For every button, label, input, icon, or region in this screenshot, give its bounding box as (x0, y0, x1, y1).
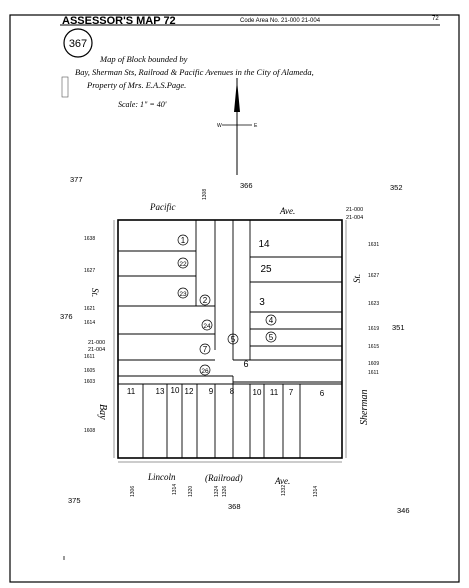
street-bottom-2: (Railroad) (205, 473, 243, 483)
parcel-bottom-8: 11 (269, 388, 279, 397)
description-line-1: Map of Block bounded by (100, 54, 188, 64)
address-numbers-bottom (130, 484, 319, 497)
parcel-right-6: 6 (243, 359, 249, 369)
address-left-5: 1611 (84, 354, 95, 360)
address-right-6: 1609 (368, 361, 380, 367)
address-right-7: 1611 (368, 370, 379, 376)
parcel-left-3: 23 (179, 291, 187, 298)
street-bottom-1: Lincoln (148, 472, 176, 482)
block-number-left-mid: 376 (60, 312, 73, 321)
parcel-numbers-bottom (127, 386, 325, 398)
address-numbers-right (368, 242, 379, 376)
address-right-1: 1631 (368, 242, 380, 248)
street-right-2: St. (352, 273, 362, 283)
address-right-5: 1615 (368, 344, 380, 350)
parcel-bottom-10: 6 (319, 389, 325, 398)
parcel-bottom-7: 10 (252, 388, 262, 397)
address-top-1: 1308 (202, 188, 208, 200)
address-right-2: 1627 (368, 273, 380, 279)
address-left-4: 1614 (84, 320, 96, 326)
address-numbers-left (84, 236, 95, 434)
address-right-3: 1623 (368, 301, 380, 307)
address-bottom-6: 1332 (281, 484, 287, 496)
code-area-mid-left-1: 21-000 (88, 340, 106, 346)
address-left-3: 1621 (84, 306, 96, 312)
parcel-numbers-right (243, 239, 276, 369)
address-bottom-1: 1306 (130, 485, 136, 497)
block-number-top-right: 352 (390, 183, 403, 192)
code-area-top-right-1: 21-000 (346, 207, 364, 213)
parcel-right-3: 3 (259, 297, 265, 308)
parcel-left-1: 1 (180, 236, 186, 245)
parcel-bottom-5: 9 (208, 387, 214, 396)
code-area-top-right-2: 21-004 (346, 215, 364, 221)
parcel-right-4: 4 (268, 316, 274, 325)
address-left-6: 1605 (84, 368, 96, 374)
parcel-bottom-2: 10 (170, 386, 180, 395)
parcel-right-2: 25 (260, 264, 272, 275)
map-title: ASSESSOR'S MAP 72 (62, 15, 176, 27)
description-line-2: Bay, Sherman Sts, Railroad & Pacific Avenues in the City of Alameda, (75, 67, 314, 77)
block-number-top-center: 366 (240, 181, 253, 190)
parcel-left-7: 7 (202, 345, 208, 354)
block-number-bottom-center: 368 (228, 502, 241, 511)
parcel-bottom-3: 13 (155, 387, 165, 396)
map-number: 367 (68, 38, 88, 50)
address-bottom-2: 1314 (172, 483, 178, 495)
address-bottom-5: 1326 (222, 485, 228, 497)
parcel-bottom-4: 12 (184, 387, 194, 396)
address-left-8: 1608 (84, 428, 96, 434)
address-bottom-4: 1324 (214, 485, 220, 497)
address-bottom-7: 1314 (313, 485, 319, 497)
block-number-right-mid: 351 (392, 323, 405, 332)
block-number-bottom-right: 346 (397, 506, 410, 515)
north-arrow-e: E (254, 123, 258, 129)
address-right-4: 1619 (368, 326, 380, 332)
block-number-bottom-left: 375 (68, 496, 81, 505)
north-arrow (222, 78, 252, 175)
code-area-heading: Code Area No. 21-000 21-004 (240, 18, 321, 24)
street-bottom-3: Ave. (275, 476, 291, 486)
street-top-2: Ave. (280, 206, 296, 216)
parcel-left-2: 22 (179, 261, 187, 268)
parcel-bottom-9: 7 (288, 388, 294, 397)
parcel-bottom-6: 8 (229, 387, 235, 396)
address-left-2: 1627 (84, 268, 96, 274)
parcel-right-5: 5 (268, 333, 274, 342)
code-area-mid-left-2: 21-004 (88, 347, 106, 353)
parcel-left-6: 5 (230, 335, 236, 344)
parcel-left-4: 2 (202, 296, 208, 305)
parcel-left-5: 24 (203, 323, 211, 330)
corner-ref: 72 (432, 16, 439, 22)
parcel-right-1: 14 (258, 239, 270, 250)
assessor-stamp (62, 77, 68, 97)
street-right-1: Sherman (359, 389, 370, 425)
block-number-top-left: 377 (70, 175, 83, 184)
address-left-7: 1603 (84, 379, 96, 385)
street-top-1: Pacific (150, 202, 176, 212)
street-left-1: Bay (97, 404, 108, 420)
parcel-numbers-left (178, 235, 238, 375)
description-line-3: Property of Mrs. E.A.S.Page. (87, 80, 187, 90)
address-bottom-3: 1320 (188, 485, 194, 497)
scale-label: Scale: 1" = 40' (118, 100, 167, 109)
north-arrow-w: W (217, 123, 222, 129)
street-left-2: St. (90, 288, 100, 298)
parcel-bottom-1: 11 (126, 387, 136, 396)
address-left-1: 1638 (84, 236, 96, 242)
parcel-left-8: 26 (201, 368, 209, 375)
